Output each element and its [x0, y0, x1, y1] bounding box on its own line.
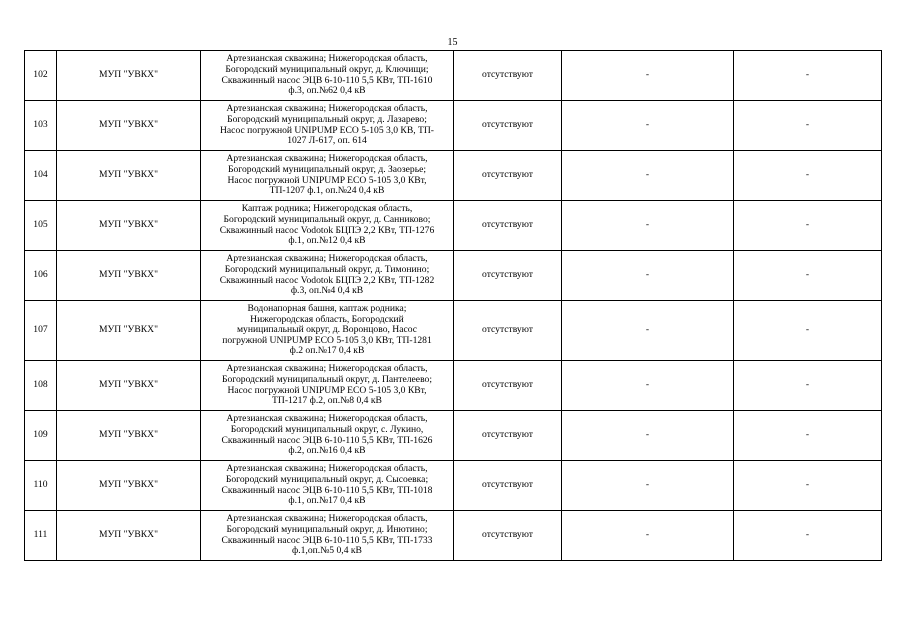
table-body [25, 51, 882, 561]
column-6-cell: - [734, 251, 882, 301]
object-description-line: Скважинный насос ЭЦВ 6-10-110 5,5 КВт, ТП-1018 [221, 484, 433, 496]
object-description-line: ф.2 оп.№17 0,4 кВ [289, 345, 365, 357]
object-description-cell [201, 461, 454, 511]
column-5-cell: - [562, 301, 734, 361]
column-5-cell: - [562, 51, 734, 101]
organization-cell: МУП "УВКХ" [57, 511, 201, 561]
object-description-line: ф.1, оп.№12 0,4 кВ [288, 235, 366, 247]
row-number-cell: 107 [25, 301, 57, 361]
object-description-line: Нижегородская область, Богородский [250, 313, 404, 325]
object-description-line: Артезианская скважина; Нижегородская область, [226, 103, 428, 115]
object-description-line: Скважинный насос Vodotok БЦПЭ 2,2 КВт, ТП-1282 [219, 274, 435, 286]
object-description-line: Насос погружной UNIPUMP ECO 5-105 3,0 КВт, [227, 384, 427, 396]
object-description-line: Богородский муниципальный округ, д. Лазарево; [227, 113, 427, 125]
column-6-cell: - [734, 461, 882, 511]
object-description-line: ТП-1217 ф.2, оп.№8 0,4 кВ [272, 395, 382, 407]
table-row [25, 411, 882, 461]
page-number: 15 [447, 37, 458, 48]
column-6-cell: - [734, 411, 882, 461]
organization-cell: МУП "УВКХ" [57, 361, 201, 411]
column-6-cell: - [734, 301, 882, 361]
table-row [25, 361, 882, 411]
object-description-line: Богородский муниципальный округ, д. Сысоевка; [225, 473, 429, 485]
object-description-line: погружной UNIPUMP ECO 5-105 3,0 КВт, ТП-1281 [222, 334, 432, 346]
object-description-line: Водонапорная башня, каптаж родника; [247, 303, 407, 315]
row-number-cell: 105 [25, 201, 57, 251]
status-cell: отсутствуют [454, 101, 562, 151]
object-description-line: ф.3, оп.№4 0,4 кВ [290, 285, 364, 297]
object-description-line: ф.1,оп.№5 0,4 кВ [292, 545, 362, 557]
row-number-cell: 109 [25, 411, 57, 461]
row-number-cell: 102 [25, 51, 57, 101]
organization-cell: МУП "УВКХ" [57, 101, 201, 151]
object-description-line: Богородский муниципальный округ, д. Пантелеево; [222, 373, 432, 385]
object-description-cell [201, 201, 454, 251]
row-number-cell: 108 [25, 361, 57, 411]
table-row [25, 201, 882, 251]
table-row [25, 251, 882, 301]
status-cell: отсутствуют [454, 51, 562, 101]
row-number-cell: 110 [25, 461, 57, 511]
organization-cell: МУП "УВКХ" [57, 461, 201, 511]
table-row [25, 461, 882, 511]
object-description-line: 1027 Л-617, оп. 614 [287, 135, 367, 147]
status-cell: отсутствуют [454, 361, 562, 411]
object-description-line: Насос погружной UNIPUMP ECO 5-105 3,0 КВ, ТП- [220, 124, 434, 136]
object-description-line: Скважинный насос ЭЦВ 6-10-110 5,5 КВт, ТП-1626 [221, 434, 433, 446]
status-cell: отсутствуют [454, 151, 562, 201]
table-row [25, 51, 882, 101]
object-description-line: Богородский муниципальный округ, д. Инютино; [226, 523, 428, 535]
column-5-cell: - [562, 201, 734, 251]
column-5-cell: - [562, 461, 734, 511]
object-description-line: Артезианская скважина; Нижегородская область, [226, 513, 428, 525]
object-description-line: Богородский муниципальный округ, д. Санниково; [223, 213, 431, 225]
object-description-line: Скважинный насос ЭЦВ 6-10-110 5,5 КВт, ТП-1610 [221, 74, 433, 86]
column-6-cell: - [734, 361, 882, 411]
row-number-cell: 104 [25, 151, 57, 201]
row-number-cell: 111 [25, 511, 57, 561]
object-description-line: ф.3, оп.№62 0,4 кВ [288, 85, 366, 97]
column-5-cell: - [562, 101, 734, 151]
object-description-line: Артезианская скважина; Нижегородская область, [226, 463, 428, 475]
object-description-line: ф.2, оп.№16 0,4 кВ [288, 445, 366, 457]
organization-cell: МУП "УВКХ" [57, 151, 201, 201]
status-cell: отсутствуют [454, 511, 562, 561]
organization-cell: МУП "УВКХ" [57, 411, 201, 461]
column-6-cell: - [734, 201, 882, 251]
organization-cell: МУП "УВКХ" [57, 201, 201, 251]
column-5-cell: - [562, 511, 734, 561]
object-description-line: Богородский муниципальный округ, д. Тимонино; [224, 263, 430, 275]
organization-cell: МУП "УВКХ" [57, 301, 201, 361]
status-cell: отсутствуют [454, 251, 562, 301]
object-description-cell [201, 151, 454, 201]
object-description-cell [201, 511, 454, 561]
column-5-cell: - [562, 151, 734, 201]
column-6-cell: - [734, 51, 882, 101]
object-description-line: Артезианская скважина; Нижегородская область, [226, 363, 428, 375]
organization-cell: МУП "УВКХ" [57, 51, 201, 101]
row-number-cell: 103 [25, 101, 57, 151]
organization-cell: МУП "УВКХ" [57, 251, 201, 301]
object-description-line: Богородский муниципальный округ, с. Лукино, [230, 423, 424, 435]
status-cell: отсутствуют [454, 201, 562, 251]
object-description-line: Артезианская скважина; Нижегородская область, [226, 153, 428, 165]
object-description-cell [201, 101, 454, 151]
column-5-cell: - [562, 251, 734, 301]
column-5-cell: - [562, 411, 734, 461]
table-row [25, 301, 882, 361]
object-description-cell [201, 251, 454, 301]
object-description-line: Скважинный насос ЭЦВ 6-10-110 5,5 КВт, ТП-1733 [221, 534, 433, 546]
object-description-line: Артезианская скважина; Нижегородская область, [226, 413, 428, 425]
object-description-line: Богородский муниципальный округ, д. Заозерье; [228, 163, 426, 175]
registry-table [24, 50, 882, 561]
object-description-line: ф.1, оп.№17 0,4 кВ [288, 495, 366, 507]
object-description-cell [201, 301, 454, 361]
object-description-line: Артезианская скважина; Нижегородская область, [226, 253, 428, 265]
status-cell: отсутствуют [454, 461, 562, 511]
object-description-line: Скважинный насос Vodotok БЦПЭ 2,2 КВт, ТП-1276 [219, 224, 435, 236]
column-5-cell: - [562, 361, 734, 411]
object-description-line: муниципальный округ, д. Воронцово, Насос [236, 324, 418, 336]
object-description-line: Артезианская скважина; Нижегородская область, [226, 53, 428, 65]
row-number-cell: 106 [25, 251, 57, 301]
status-cell: отсутствуют [454, 411, 562, 461]
table-row [25, 511, 882, 561]
object-description-line: Богородский муниципальный округ, д. Ключищи; [225, 63, 429, 75]
column-6-cell: - [734, 511, 882, 561]
column-6-cell: - [734, 151, 882, 201]
object-description-cell [201, 411, 454, 461]
object-description-line: Каптаж родника; Нижегородская область, [241, 203, 413, 215]
object-description-line: Насос погружной UNIPUMP ECO 5-105 3,0 КВт, [227, 174, 427, 186]
column-6-cell: - [734, 101, 882, 151]
status-cell: отсутствуют [454, 301, 562, 361]
table-row [25, 151, 882, 201]
object-description-cell [201, 361, 454, 411]
object-description-cell [201, 51, 454, 101]
object-description-line: ТП-1207 ф.1, оп.№24 0,4 кВ [269, 185, 385, 197]
table-row [25, 101, 882, 151]
